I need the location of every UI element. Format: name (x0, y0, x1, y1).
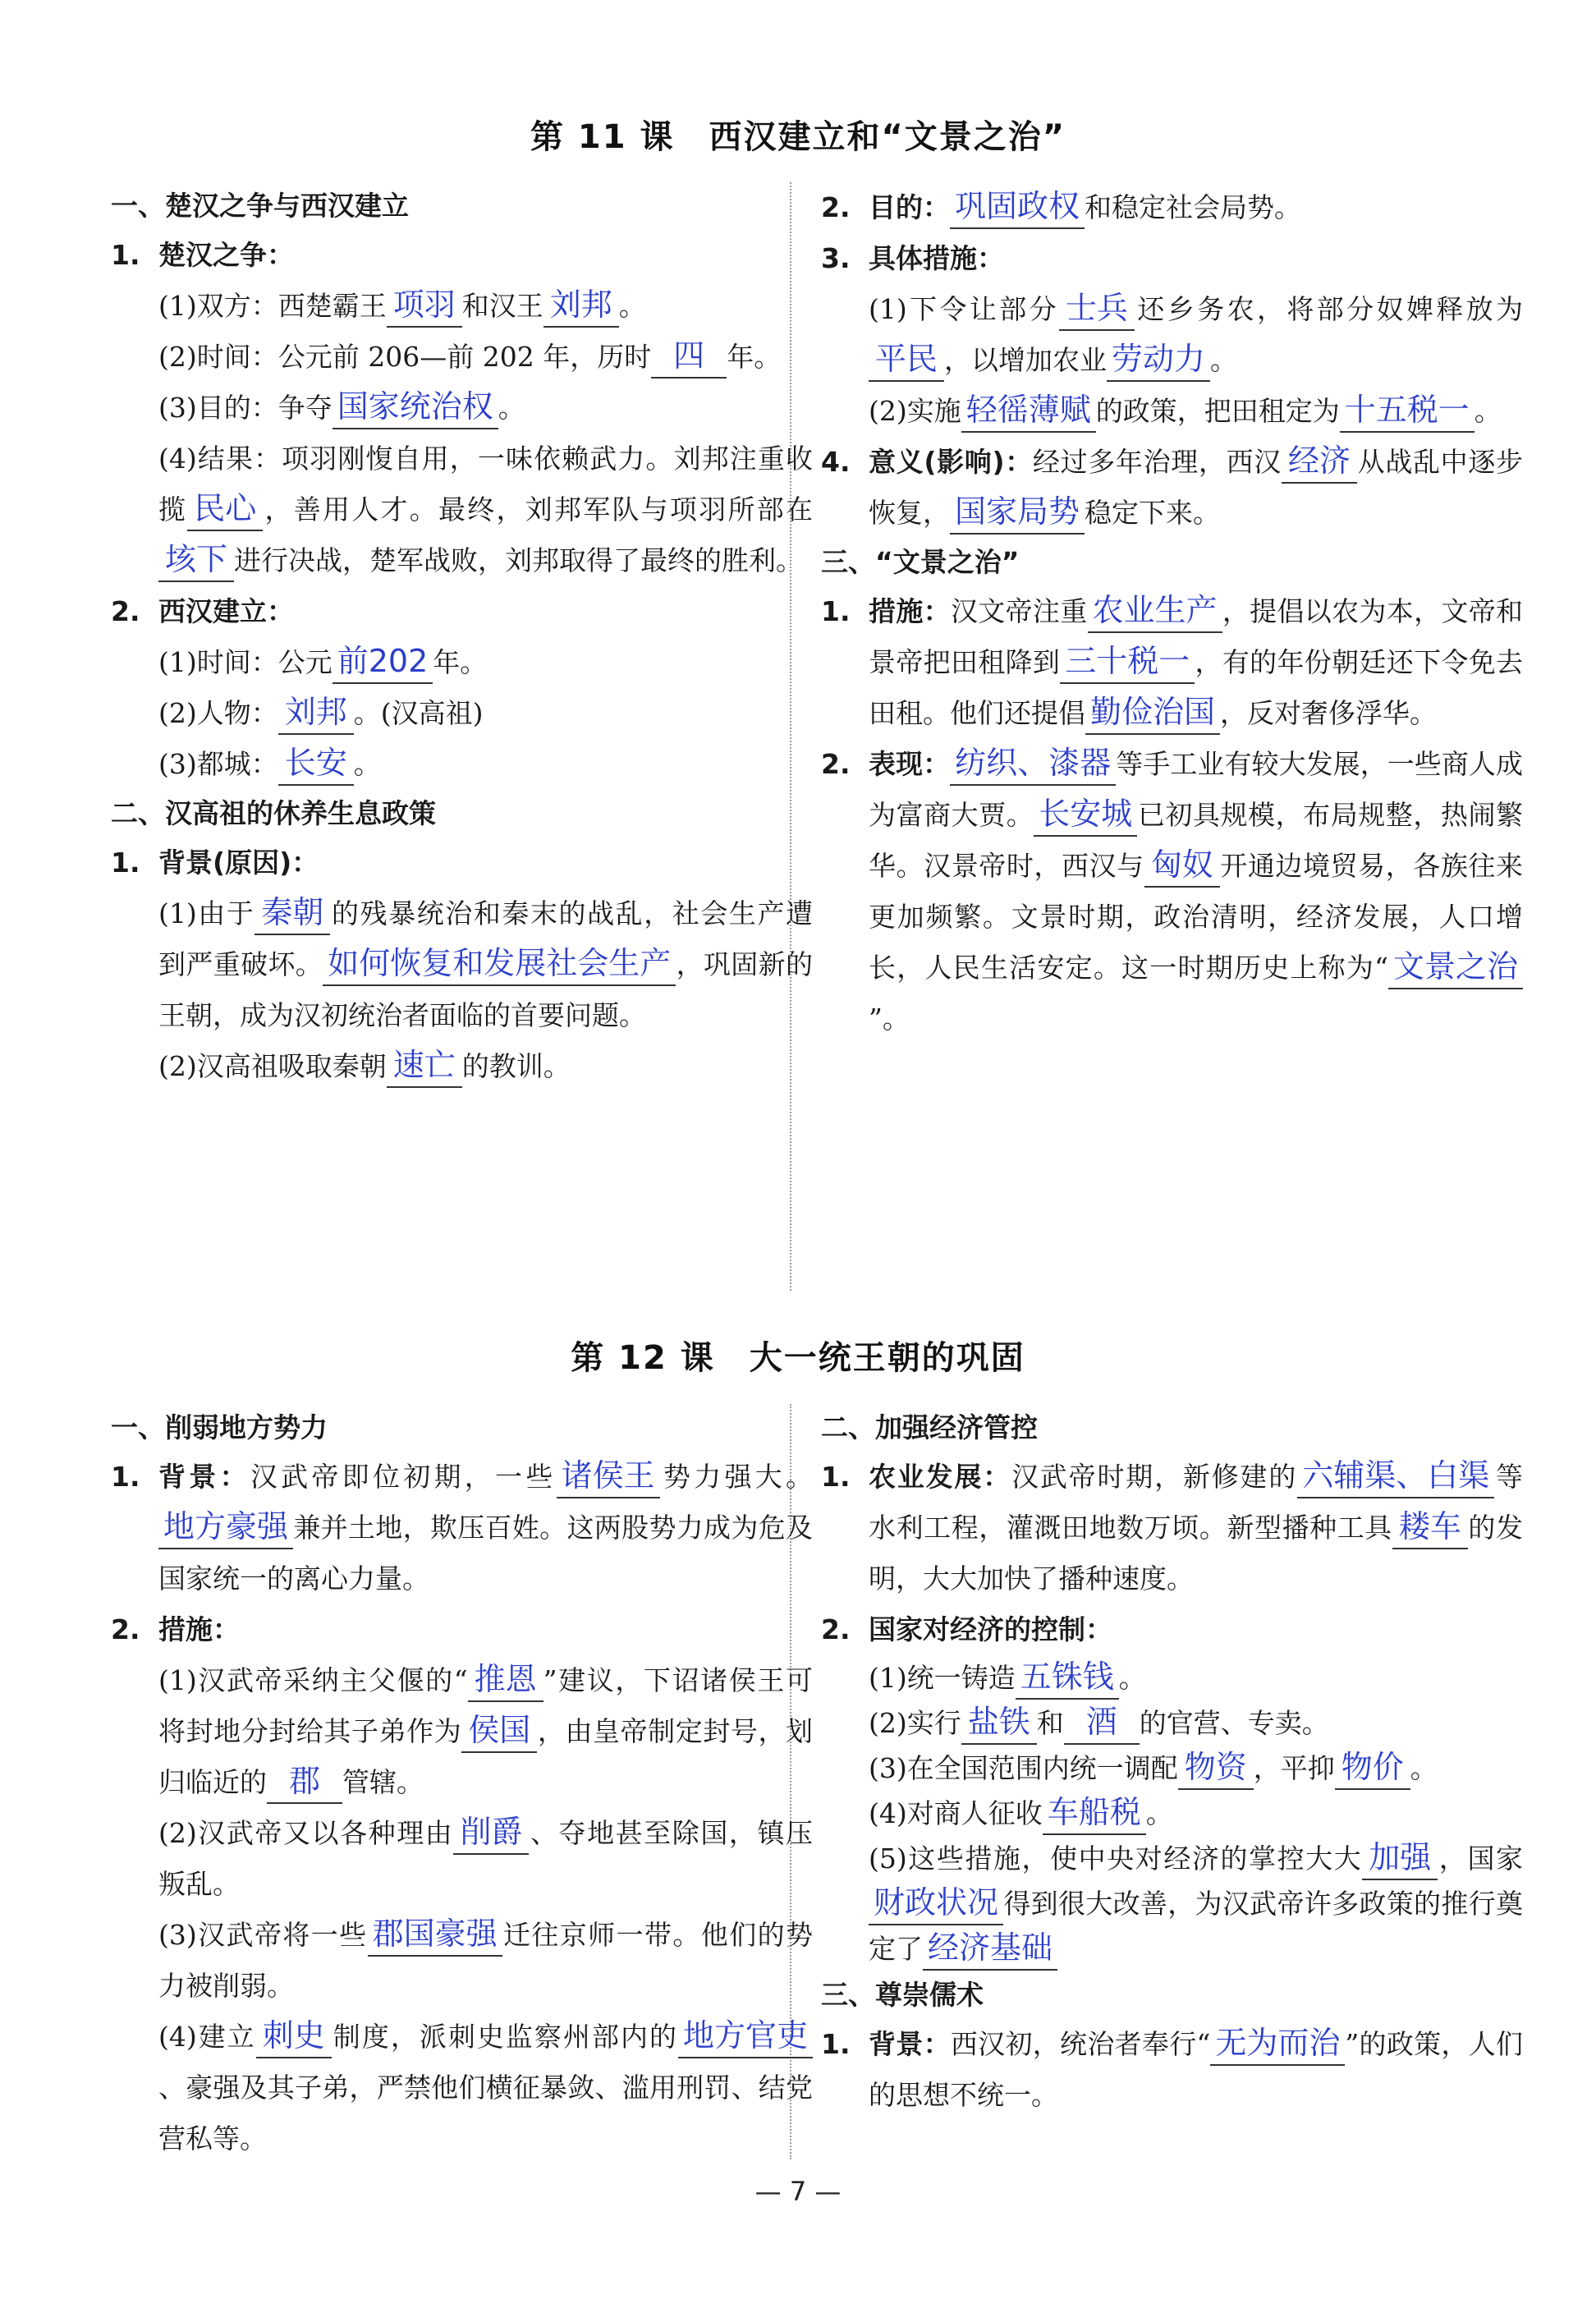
section-heading: 一、削弱地方势力 (111, 1411, 328, 1443)
item-number: 2. (821, 748, 851, 780)
item-label: 背景(原因)： (158, 847, 319, 879)
sub-item: (3)汉武帝将一些 郡国豪强 迁往京师一带。他们的势力被削弱。 (111, 1910, 813, 2012)
item-number: 2. (111, 1613, 140, 1645)
sub-item: (1)统一铸造 五铢钱 。 (821, 1655, 1523, 1700)
item-label: 西汉建立： (158, 595, 294, 627)
item-number: 1. (111, 1461, 140, 1493)
answer-blank: 三十税一 (1060, 640, 1195, 684)
item-background: 1. 背景：汉武帝即位初期，一些 诸侯王 势力强大。地方豪强 兼并土地，欺压百姓。这两股势力成为危及国家统一的离心力量。 (111, 1452, 813, 1604)
answer-blank: 农业生产 (1088, 589, 1222, 633)
item-measures (821, 233, 1523, 284)
sub-item: (3)都城： 长安 。 (111, 739, 813, 790)
answer-blank: 长安 (278, 741, 354, 786)
answer-blank: 国家局势 (950, 490, 1085, 535)
sub-item: (1)由于 秦朝 的残暴统治和秦末的战乱，社会生产遭到严重破坏。 如何恢复和发展社会生产 ，巩固新的王朝，成为汉初统治者面临的首要问题。 (111, 888, 813, 1041)
answer-blank: 民心 (187, 487, 263, 531)
section-heading: 二、汉高祖的休养生息政策 (111, 797, 436, 829)
answer-blank: 如何恢复和发展社会生产 (323, 942, 676, 986)
sub-item: (2)人物： 刘邦 。(汉高祖) (111, 688, 813, 739)
answer-blank: 诸侯王 (557, 1454, 660, 1498)
item-agriculture: 1. 农业发展：汉武帝时期，新修建的 六辅渠、白渠 等水利工程，灌溉田地数万顷。新型播种工具 耧车 的发明，大大加快了播种速度。 (821, 1452, 1523, 1604)
item-label: 楚汉之争： (158, 239, 294, 271)
item-number: 1. (111, 847, 140, 879)
answer-blank: 六辅渠、白渠 (1297, 1454, 1494, 1498)
answer-blank: 盐铁 (961, 1700, 1037, 1745)
sub-item: (1)下令让部分 士兵 还乡务农，将部分奴婢释放为平民 ，以增加农业 劳动力 。 (821, 284, 1523, 386)
answer-blank: 四 (651, 334, 727, 379)
sub-item: (3)在全国范围内统一调配 物资 ，平抑 物价 。 (821, 1746, 1523, 1791)
answer-blank: 刘邦 (543, 283, 619, 328)
answer-blank: 加强 (1362, 1836, 1438, 1880)
section-heading: 二、加强经济管控 (821, 1411, 1038, 1443)
answer-blank: 郡国豪强 (368, 1912, 502, 1957)
answer-blank: 物价 (1335, 1746, 1410, 1790)
answer-blank: 文景之治 (1388, 945, 1523, 989)
answer-blank: 刘邦 (278, 691, 354, 735)
lesson-11-right-column (821, 182, 1523, 1044)
answer-blank: 酒 (1064, 1700, 1140, 1745)
sub-item: (2)时间：公元前 206—前 202 年，历时 四 年。 (111, 332, 813, 383)
answer-blank: 耧车 (1392, 1505, 1468, 1549)
section-heading: 一、楚汉之争与西汉建立 (111, 190, 409, 222)
answer-blank: 刺史 (256, 2014, 332, 2058)
answer-blank: 匈奴 (1144, 843, 1220, 888)
item-significance: 4. 意义(影响)：经过多年治理，西汉 经济 从战乱中逐步恢复， 国家局势 稳定下来。 (821, 437, 1523, 539)
answer-blank: 五铢钱 (1016, 1655, 1119, 1700)
sub-item: (4)对商人征收 车船税 。 (821, 1791, 1523, 1836)
answer-blank: 前202 (332, 640, 433, 684)
sub-item: (2)汉武帝又以各种理由 削爵 、夺地甚至除国，镇压叛乱。 (111, 1808, 813, 1910)
answer-blank: 秦朝 (255, 891, 330, 935)
answer-blank: 长安城 (1034, 792, 1137, 837)
section-heading: 三、“文景之治” (821, 546, 1020, 578)
answer-blank: 纺织、漆器 (950, 741, 1116, 786)
answer-blank: 项羽 (387, 283, 462, 328)
sub-item: (4)建立 刺史 制度，派刺史监察州部内的 地方官吏、豪强及其子弟，严禁他们横征暴敛、滥用刑罚、结党营私等。 (111, 2012, 813, 2164)
item-number: 2. (111, 595, 140, 627)
answer-blank: 经济基础 (923, 1926, 1057, 1971)
answer-blank: 垓下 (158, 538, 234, 582)
item-chu-han-war (111, 230, 813, 281)
item-label: 措施： (158, 1613, 240, 1645)
section-heading: 三、尊崇儒术 (821, 1979, 984, 2011)
answer-blank: 地方豪强 (158, 1505, 293, 1549)
answer-blank: 巩固政权 (950, 185, 1085, 229)
item-number: 2. (821, 1613, 851, 1645)
answer-blank: 削爵 (453, 1810, 529, 1855)
sub-item: (1)时间：公元 前202 年。 (111, 637, 813, 688)
lesson-11-left-column (111, 182, 813, 1092)
sub-item: (2)实行 盐铁 和 酒 的官营、专卖。 (821, 1700, 1523, 1746)
answer-blank: 轻徭薄赋 (961, 388, 1096, 433)
answer-blank: 劳动力 (1107, 337, 1210, 382)
answer-blank: 国家统治权 (332, 385, 498, 429)
item-number: 3. (821, 242, 851, 274)
item-number: 1. (821, 1461, 851, 1493)
answer-blank: 侯国 (461, 1709, 537, 1753)
item-label: 具体措施： (869, 242, 1004, 274)
sub-item: (5)这些措施，使中央对经济的掌控大大 加强 ，国家财政状况 得到很大改善，为汉武帝许多政策的推行奠定了 经济基础 (821, 1836, 1523, 1971)
item-confucianism-background: 1. 背景：西汉初，统治者奉行“ 无为而治 ”的政策，人们的思想不统一。 (821, 2019, 1523, 2121)
page-number: — 7 — (754, 2176, 842, 2207)
answer-blank: 地方官吏 (678, 2014, 813, 2058)
sub-item: (3)目的：争夺 国家统治权 。 (111, 383, 813, 434)
item-number: 1. (821, 2028, 851, 2060)
sub-item: (2)汉高祖吸取秦朝 速亡 的教训。 (111, 1041, 813, 1092)
item-measures (111, 1604, 813, 1655)
lesson-12-right-column (821, 1404, 1523, 2121)
item-background (111, 837, 813, 888)
answer-blank: 士兵 (1059, 287, 1135, 331)
answer-blank: 速亡 (387, 1044, 462, 1088)
item-number: 4. (821, 446, 851, 478)
item-purpose: 2. 目的： 巩固政权 和稳定社会局势。 (821, 182, 1523, 233)
answer-blank: 物资 (1178, 1746, 1254, 1790)
item-number: 2. (821, 191, 851, 223)
sub-item: (1)双方：西楚霸王 项羽 和汉王 刘邦 。 (111, 281, 813, 332)
item-wenjing-measures: 1. 措施：汉文帝注重 农业生产 ，提倡以农为本，文帝和景帝把田租降到 三十税一 ，有的年份朝廷还下令免去田租。他们还提倡 勤俭治国 ，反对奢侈浮华。 (821, 586, 1523, 739)
answer-blank: 车船税 (1043, 1791, 1146, 1835)
lesson-12-title: 第 12 课 大一统王朝的巩固 (571, 1339, 1025, 1377)
answer-blank: 勤俭治国 (1085, 691, 1220, 735)
sub-item: (2)实施 轻徭薄赋 的政策，把田租定为 十五税一 。 (821, 386, 1523, 437)
item-economic-control (821, 1604, 1523, 1655)
answer-blank: 财政状况 (869, 1881, 1003, 1925)
item-number: 1. (111, 239, 140, 271)
answer-blank: 无为而治 (1210, 2021, 1345, 2066)
item-western-han-founding (111, 586, 813, 637)
answer-blank: 郡 (267, 1760, 342, 1804)
sub-item: (4)结果：项羽刚愎自用，一味依赖武力。刘邦注重收揽 民心 ，善用人才。最终，刘邦军队与项羽所部在垓下 进行决战，楚军战败，刘邦取得了最终的胜利。 (111, 434, 813, 586)
lesson-11-title: 第 11 课 西汉建立和“文景之治” (530, 118, 1066, 156)
sub-item: (1)汉武帝采纳主父偃的“ 推恩 ”建议，下诏诸侯王可将封地分封给其子弟作为 侯国 ，由皇帝制定封号，划归临近的 郡 管辖。 (111, 1655, 813, 1808)
answer-blank: 推恩 (468, 1658, 543, 1702)
answer-blank: 经济 (1282, 439, 1357, 484)
answer-blank: 平民 (869, 337, 944, 382)
item-label: 国家对经济的控制： (869, 1613, 1112, 1645)
item-number: 1. (821, 595, 851, 627)
lesson-12-left-column (111, 1404, 813, 2164)
item-wenjing-manifestation: 2. 表现： 纺织、漆器 等手工业有较大发展，一些商人成为富商大贾。 长安城 已初具规模，布局规整，热闹繁华。汉景帝时，西汉与 匈奴 开通边境贸易，各族往来更加频繁。文景时期，政治清明，经济发展，人口增长，人民生活安定。这一时期历史上称为“ 文景之治”。 (821, 739, 1523, 1044)
answer-blank: 十五税一 (1340, 388, 1474, 433)
